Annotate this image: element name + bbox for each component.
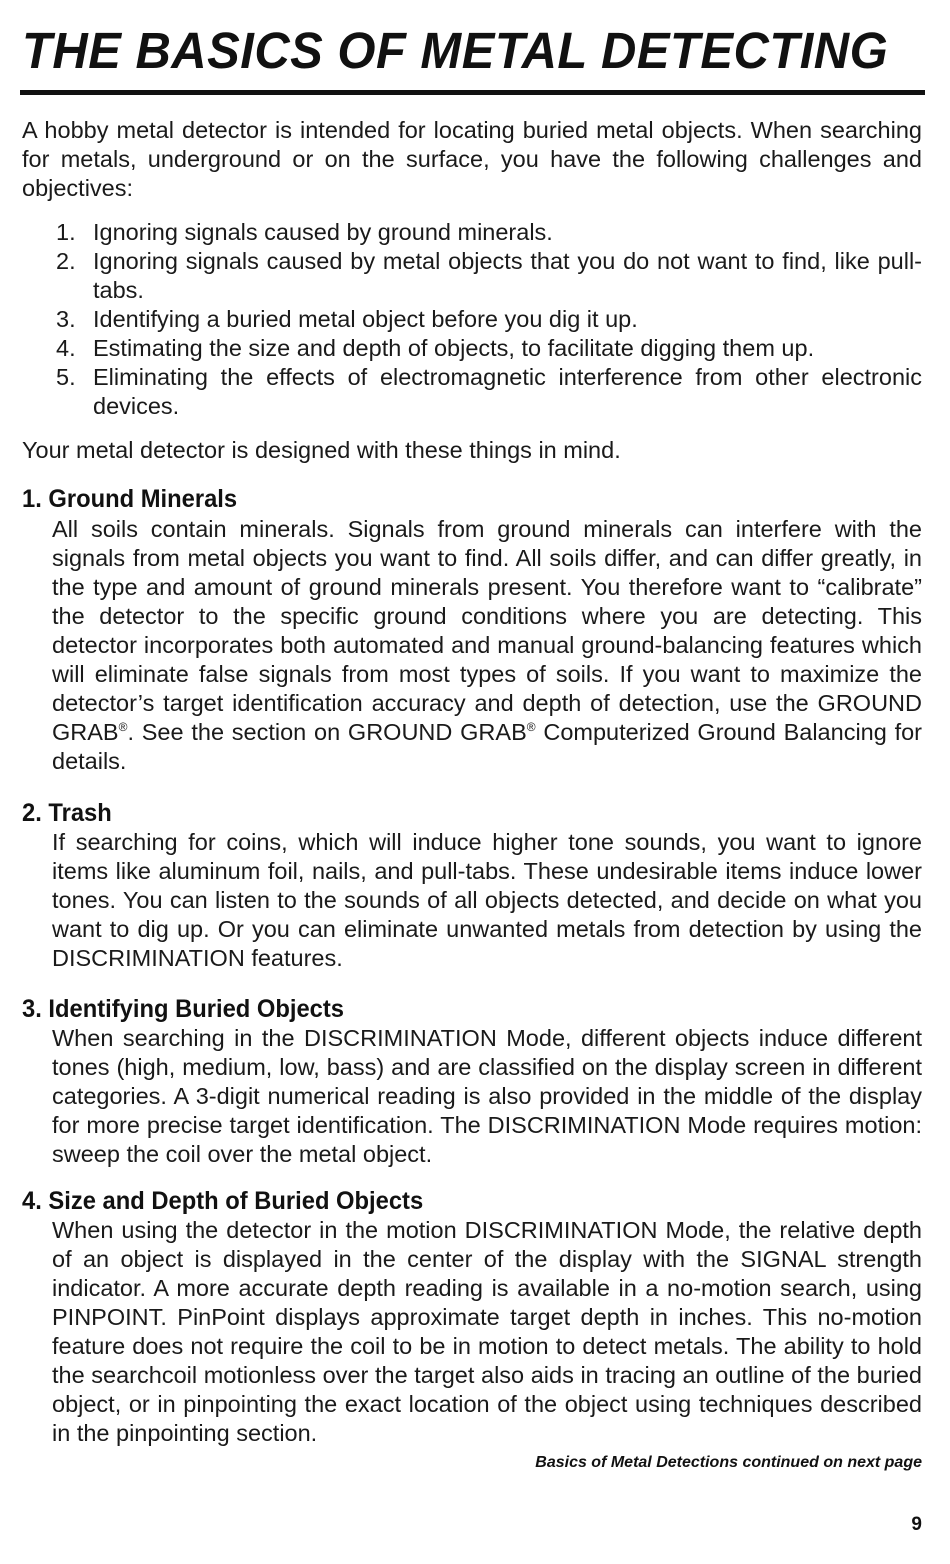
list-item-number: 3. <box>56 306 76 332</box>
continued-note: Basics of Metal Detections continued on next page <box>535 1454 922 1471</box>
list-item-number: 4. <box>56 335 76 361</box>
title-divider <box>20 90 925 95</box>
list-item <box>56 334 922 363</box>
list-item-text: Ignoring signals caused by metal objects that you do not want to find, like pull-tabs. <box>93 248 922 303</box>
registered-mark: ® <box>526 720 536 735</box>
list-item-text: Estimating the size and depth of objects, to facilitate digging them up. <box>93 335 815 361</box>
section-body-identifying: When searching in the DISCRIMINATION Mode, different objects induce different tones (high, medium, low, bass) and are classified on the display screen in different categories. A 3-digit numerical reading is also provided in the middle of the display for more precise target identification. The DISCRIMINATION Mode requires motion: sweep the coil over the metal object. <box>52 1025 922 1167</box>
summary-paragraph: Your metal detector is designed with these things in mind. <box>22 437 621 463</box>
list-item-text: Ignoring signals caused by ground minerals. <box>93 219 553 245</box>
section-body-ground-minerals <box>52 515 922 776</box>
list-item <box>56 218 922 247</box>
list-item-text: Identifying a buried metal object before you dig it up. <box>93 306 638 332</box>
section-body-text: Computerized Ground Balancing for details. <box>52 719 922 774</box>
page-title: THE BASICS OF METAL DETECTING <box>22 22 889 79</box>
section-heading-ground-minerals: 1. Ground Minerals <box>22 485 238 513</box>
list-item <box>56 247 922 305</box>
list-item-number: 1. <box>56 219 76 245</box>
page-number: 9 <box>911 1514 922 1535</box>
section-body-text: All soils contain minerals. Signals from ground minerals can interfere with the signals from metal objects you want to find. All soils differ, and can differ greatly, in the type and amount of ground minerals present. You therefore want to “calibrate” the detector to the specific ground conditions where you are detecting. This detector incorporates both automated and manual ground-balancing features which will eliminate false signals from most types of soils. If you want to maximize the detector’s target identification accuracy and depth of detection, use the GROUND GRAB <box>52 516 922 745</box>
section-heading-size-depth: 4. Size and Depth of Buried Objects <box>22 1187 424 1215</box>
section-heading-trash: 2. Trash <box>22 799 112 827</box>
section-heading-identifying: 3. Identifying Buried Objects <box>22 995 345 1023</box>
list-item-number: 5. <box>56 364 76 390</box>
intro-paragraph: A hobby metal detector is intended for locating buried metal objects. When searching for metals, underground or on the surface, you have the following challenges and objectives: <box>22 117 922 201</box>
section-body-trash: If searching for coins, which will induce higher tone sounds, you want to ignore items like aluminum foil, nails, and pull-tabs. These undesirable items induce lower tones. You can listen to the sounds of all objects detected, and decide on what you want to dig up. Or you can eliminate unwanted metals from detection by using the DISCRIMINATION features. <box>52 829 922 971</box>
list-item <box>56 305 922 334</box>
list-item-text: Eliminating the effects of electromagnetic interference from other electronic devices. <box>93 364 922 419</box>
registered-mark: ® <box>118 720 128 735</box>
list-item <box>56 363 922 421</box>
section-body-text: . See the section on GROUND GRAB <box>127 719 527 745</box>
section-body-size-depth: When using the detector in the motion DISCRIMINATION Mode, the relative depth of an object is displayed in the center of the display with the SIGNAL strength indicator. A more accurate depth reading is available in a no-motion search, using PINPOINT. PinPoint displays approximate target depth in inches. This no-motion feature does not require the coil to be in motion to detect metals. The ability to hold the searchcoil motionless over the target also aids in tracing an outline of the buried object, or in pinpointing the exact location of the object using techniques described in the pinpointing section. <box>52 1217 922 1446</box>
list-item-number: 2. <box>56 248 76 274</box>
objectives-list <box>56 218 922 421</box>
